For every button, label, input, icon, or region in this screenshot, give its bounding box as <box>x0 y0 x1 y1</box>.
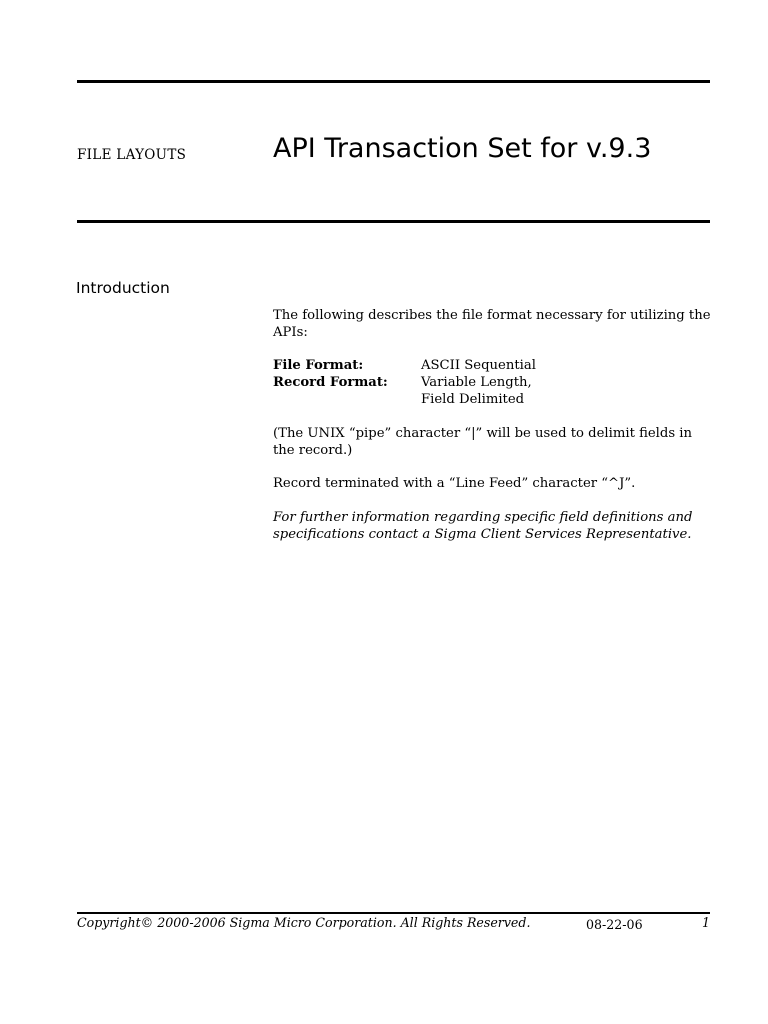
format-row-record <box>273 374 536 391</box>
format-value: Field Delimited <box>421 392 525 407</box>
section-heading: Introduction <box>76 279 170 297</box>
format-key: File Format: <box>273 358 364 373</box>
format-value: Variable Length, <box>421 375 532 390</box>
format-table <box>273 357 536 408</box>
section-label: FILE LAYOUTS <box>77 147 187 163</box>
format-key-spacer <box>273 391 421 408</box>
pipe-note: (The UNIX “pipe” character “|” will be used to delimit fields in the record.) <box>273 426 692 458</box>
format-row-record-cont <box>273 391 536 408</box>
format-key: Record Format: <box>273 375 388 390</box>
line-feed-note: Record terminated with a “Line Feed” character “^J”. <box>273 476 636 491</box>
intro-paragraph: The following describes the file format necessary for utilizing the APIs: <box>273 308 711 340</box>
further-info-note: For further information regarding specific field definitions and specifications contact a Sigma Client Services Representative. <box>273 510 693 542</box>
header-bottom-rule <box>77 220 710 223</box>
page-number: 1 <box>701 915 710 930</box>
header-top-rule <box>77 80 710 83</box>
document-title: API Transaction Set for v.9.3 <box>273 133 652 164</box>
footer-copyright: Copyright© 2000-2006 Sigma Micro Corporation. All Rights Reserved. <box>77 915 531 930</box>
format-value: ASCII Sequential <box>421 358 536 373</box>
footer-rule <box>77 912 710 914</box>
footer-date: 08-22-06 <box>586 917 643 932</box>
format-row-file <box>273 357 536 374</box>
